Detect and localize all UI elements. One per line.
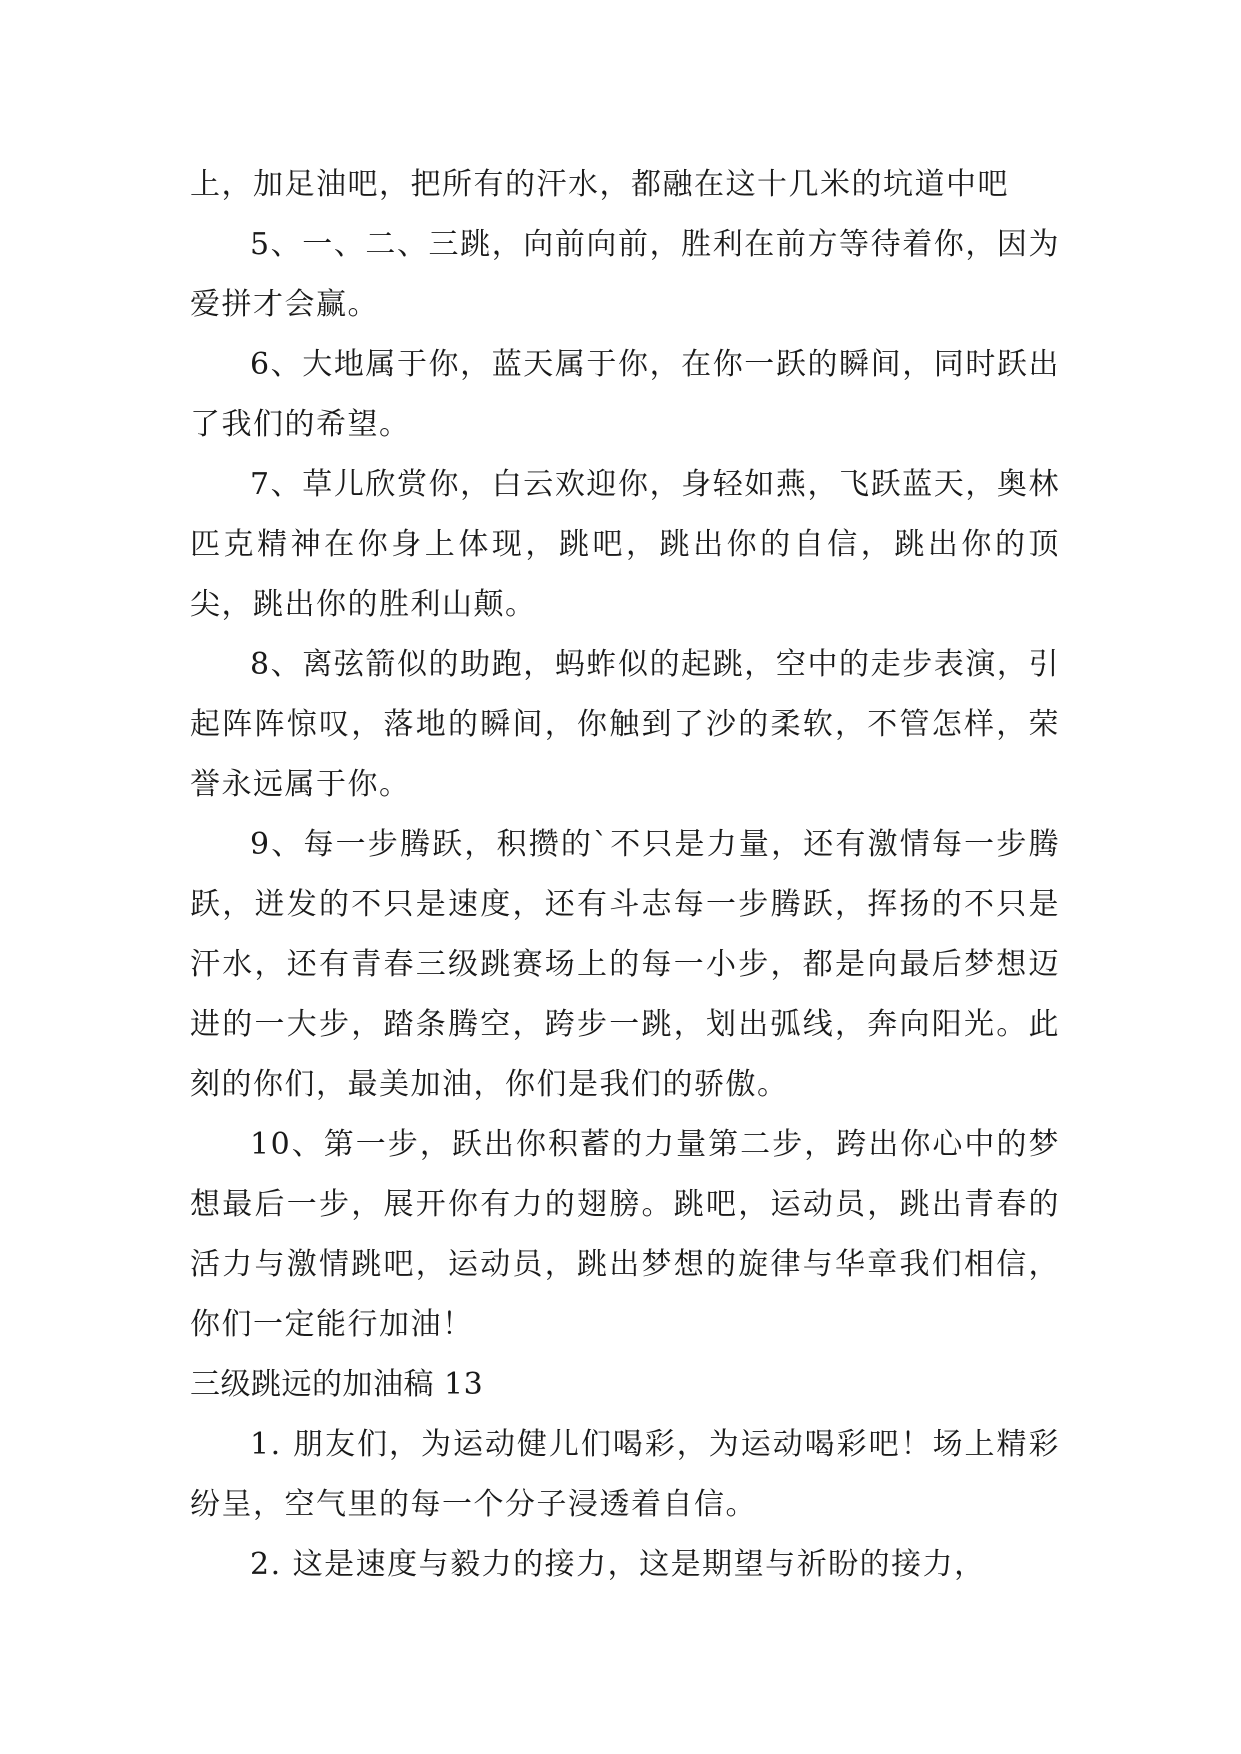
- section-title: 三级跳远的加油稿 13: [190, 1367, 484, 1402]
- paragraph-item-8: 8、离弦箭似的助跑，蚂蚱似的起跳，空中的走步表演，引起阵阵惊叹，落地的瞬间，你触到了沙的柔软，不管怎样，荣誉永远属于你。: [190, 647, 1060, 802]
- section-paragraph-item-1: 1. 朋友们，为运动健儿们喝彩，为运动喝彩吧！场上精彩纷呈，空气里的每一个分子浸透着自信。: [190, 1427, 1060, 1522]
- paragraph-item-10: 10、第一步，跃出你积蓄的力量第二步，跨出你心中的梦想最后一步，展开你有力的翅膀。跳吧，运动员，跳出青春的活力与激情跳吧，运动员，跳出梦想的旋律与华章我们相信，你们一定能行加油！: [190, 1127, 1060, 1342]
- paragraph-item-9: 9、每一步腾跃，积攒的`不只是力量，还有激情每一步腾跃，迸发的不只是速度，还有斗志每一步腾跃，挥扬的不只是汗水，还有青春三级跳赛场上的每一小步，都是向最后梦想迈进的一大步，踏条腾空，跨步一跳，划出弧线，奔向阳光。此刻的你们，最美加油，你们是我们的骄傲。: [190, 827, 1060, 1102]
- paragraph-item-6: 6、大地属于你，蓝天属于你，在你一跃的瞬间，同时跃出了我们的希望。: [190, 347, 1060, 442]
- paragraph-item-5: 5、一、二、三跳，向前向前，胜利在前方等待着你，因为爱拼才会赢。: [190, 227, 1060, 322]
- section-paragraph-item-2: 2. 这是速度与毅力的接力，这是期望与祈盼的接力，: [250, 1547, 986, 1582]
- paragraph-continuation: 上，加足油吧，把所有的汗水，都融在这十几米的坑道中吧: [190, 167, 1009, 202]
- paragraph-item-7: 7、草儿欣赏你，白云欢迎你，身轻如燕，飞跃蓝天，奥林匹克精神在你身上体现，跳吧，跳出你的自信，跳出你的顶尖，跳出你的胜利山颠。: [190, 467, 1060, 622]
- document-body: [190, 155, 1060, 1595]
